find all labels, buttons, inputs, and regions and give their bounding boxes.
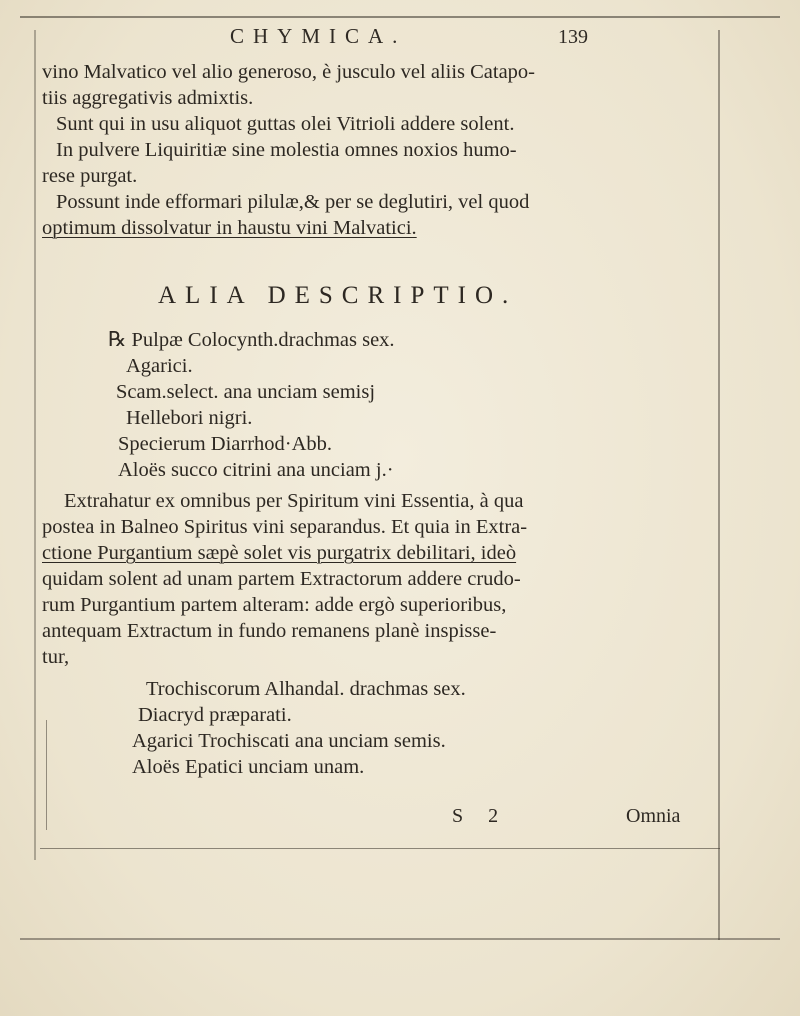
recipe-line: Agarici. xyxy=(126,355,193,377)
text-line: Extrahatur ex omnibus per Spiritum vini Essentia, à qua xyxy=(64,490,524,512)
right-border-rule xyxy=(718,30,720,940)
page-header xyxy=(230,24,630,54)
text-line: antequam Extractum in fundo remanens planè inspisse- xyxy=(42,620,497,642)
text-line: rese purgat. xyxy=(42,165,138,187)
recipe-line: Scam.select. ana unciam semisj xyxy=(116,381,376,403)
text-line: vino Malvatico vel alio generoso, è jusculo vel aliis Catapo- xyxy=(42,61,536,83)
text-line: Sunt qui in usu aliquot guttas olei Vitrioli addere solent. xyxy=(56,113,515,135)
recipe-line: Agarici Trochiscati ana unciam semis. xyxy=(132,730,446,752)
text-line: rum Purgantium partem alteram: adde ergò superioribus, xyxy=(42,594,507,616)
page-number: 139 xyxy=(558,26,588,48)
recipe-line: Aloës Epatici unciam unam. xyxy=(132,756,365,778)
section-heading: ALIA DESCRIPTIO. xyxy=(158,282,518,309)
catchword: Omnia xyxy=(626,805,681,827)
text-line: ctione Purgantium sæpè solet vis purgatrix debilitari, ideò xyxy=(42,542,517,564)
signature-mark: S 2 xyxy=(452,805,509,827)
text-line: In pulvere Liquiritiæ sine molestia omnes noxios humo- xyxy=(56,139,517,161)
text-line: postea in Balneo Spiritus vini separandus. Et quia in Extra- xyxy=(42,516,528,538)
left-inner-rule xyxy=(46,720,47,830)
text-line: tiis aggregativis admixtis. xyxy=(42,87,254,109)
text-line: tur, xyxy=(42,646,70,668)
text-line: quidam solent ad unam partem Extractorum addere crudo- xyxy=(42,568,521,590)
text-line: Possunt inde efformari pilulæ,& per se deglutiri, vel quod xyxy=(56,191,530,213)
bottom-border-rule xyxy=(40,848,720,849)
recipe-line: Specierum Diarrhod·Abb. xyxy=(118,433,333,455)
recipe-line: Aloës succo citrini ana unciam j.· xyxy=(118,459,394,481)
top-border-rule xyxy=(20,16,780,18)
left-border-rule xyxy=(34,30,36,860)
recipe-line: Diacryd præparati. xyxy=(138,704,292,726)
footer-border-rule xyxy=(20,938,780,940)
recipe-line: Trochiscorum Alhandal. drachmas sex. xyxy=(146,678,466,700)
recipe-line: ℞ Pulpæ Colocynth.drachmas sex. xyxy=(108,329,395,351)
running-title: CHYMICA. xyxy=(230,24,407,48)
text-line: optimum dissolvatur in haustu vini Malvatici. xyxy=(42,217,417,239)
recipe-line: Hellebori nigri. xyxy=(126,407,253,429)
